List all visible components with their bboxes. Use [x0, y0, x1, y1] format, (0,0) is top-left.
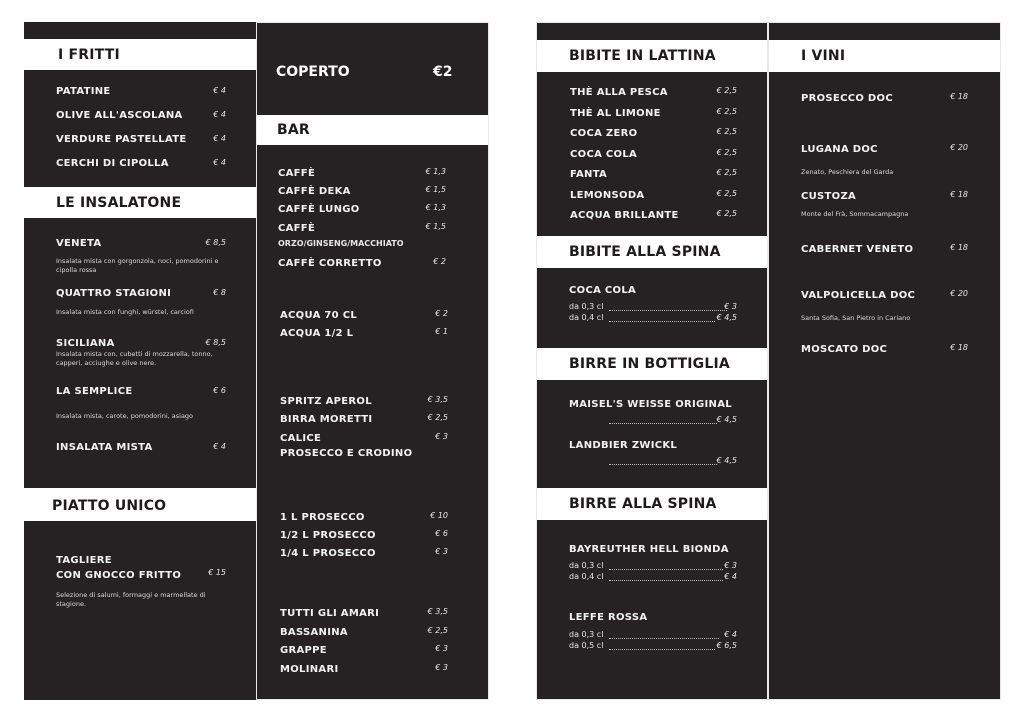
birre-bottiglia-section: MAISEL'S WEISSE ORIGINAL € 4,5 LANDBIER ZWICKL € 4,5 [537, 380, 767, 488]
fritti-item: OLIVE ALL'ASCOLANA [56, 110, 183, 121]
vini-title: I VINI [801, 48, 846, 64]
insalatone-header [24, 187, 256, 218]
coperto-price: €2 [433, 64, 453, 80]
bar-section: CAFFÈ € 1,3 CAFFÈ DEKA € 1,5 CAFFÈ LUNGO € 1,3 CAFFÈ ORZO/GINSENG/MACCHIATO € 1,5 CAFFÈ CORRETTO € 2 ACQUA 70 CL € 2 ACQUA 1/2 L € 1 SPRITZ APEROL € 3,5 BIRRA MORETTI € 2,5 CALICE PROSECCO E CRODINO € 3 1 L PROSECCO € 10 1/2 L PROSECCO € 6 1/4 L PROSECCO € 3 TUTTI GLI AMARI € 3,5 BASSANINA € 2,5 GRAPPE € 3 MOLINARI € 3 [257, 145, 488, 699]
fritti-item: PATATINE [56, 86, 111, 97]
fritti-title: I FRITTI [58, 46, 120, 63]
piatto-unico-header [24, 490, 256, 521]
bar-header [257, 115, 488, 145]
wine-column [768, 22, 1001, 700]
vini-section: PROSECCO DOC € 18 LUGANA DOC € 20 Zenato, Peschiera del Garda CUSTOZA € 18 Monte del Frà, Sommacampagna CABERNET VENETO € 18 VALPOLICELLA DOC € 20 Santa Sofia, San Pietro in Cariano MOSCATO DOC € 18 [769, 72, 1000, 699]
piatto-unico-section: TAGLIERE CON GNOCCO FRITTO € 15 Selezione di salumi, formaggi e marmellate di stagione. [24, 521, 256, 700]
birre-bottiglia-header [537, 348, 767, 380]
bar-title: BAR [277, 122, 310, 138]
insalatone-section: VENETA € 8,5 Insalata mista con gorgonzola, noci, pomodorini e cipolla rossa QUATTRO STAGIONI € 8 Insalata mista con funghi, würstel, carciofi SICILIANA € 8,5 Insalata mista con, cubetti di mozzarella, tonno, capperi, acciughe e olive nere. LA SEMPLICE € 6 Insalata mista, carote, pomodorini, asiago INSALATA MISTA € 4 [24, 218, 256, 488]
birre-bottiglia-title: BIRRE IN BOTTIGLIA [569, 356, 730, 372]
coperto-label: COPERTO [276, 64, 350, 80]
birre-spina-header [537, 488, 767, 520]
vini-header [769, 40, 1000, 72]
birre-spina-title: BIRRE ALLA SPINA [569, 496, 717, 512]
food-column [24, 22, 256, 700]
fritti-header [24, 39, 256, 70]
drinks-column [536, 22, 768, 700]
lattina-header [537, 40, 767, 72]
bar-column [256, 22, 489, 700]
fritti-item: VERDURE PASTELLATE [56, 134, 187, 145]
lattina-section: THÈ ALLA PESCA € 2,5 THÈ AL LIMONE € 2,5 COCA ZERO € 2,5 COCA COLA € 2,5 FANTA € 2,5 LEMONSODA € 2,5 ACQUA BRILLANTE € 2,5 [537, 72, 767, 236]
bibite-spina-title: BIBITE ALLA SPINA [569, 244, 721, 260]
bibite-spina-header [537, 236, 767, 268]
lattina-title: BIBITE IN LATTINA [569, 48, 716, 64]
fritti-item: CERCHI DI CIPOLLA [56, 158, 169, 169]
piatto-unico-title: PIATTO UNICO [52, 497, 167, 514]
coperto-block [257, 23, 488, 115]
fritti-section: PATATINE € 4 OLIVE ALL'ASCOLANA € 4 VERDURE PASTELLATE € 4 CERCHI DI CIPOLLA € 4 [24, 70, 256, 187]
insalatone-title: LE INSALATONE [56, 194, 182, 211]
birre-spina-section: BAYREUTHER HELL BIONDA da 0,3 cl € 3 da 0,4 cl € 4 LEFFE ROSSA da 0,3 cl € 4 da 0,5 cl € 6,5 [537, 520, 767, 699]
bibite-spina-section: COCA COLA da 0,3 cl € 3 da 0,4 cl € 4,5 [537, 268, 767, 348]
